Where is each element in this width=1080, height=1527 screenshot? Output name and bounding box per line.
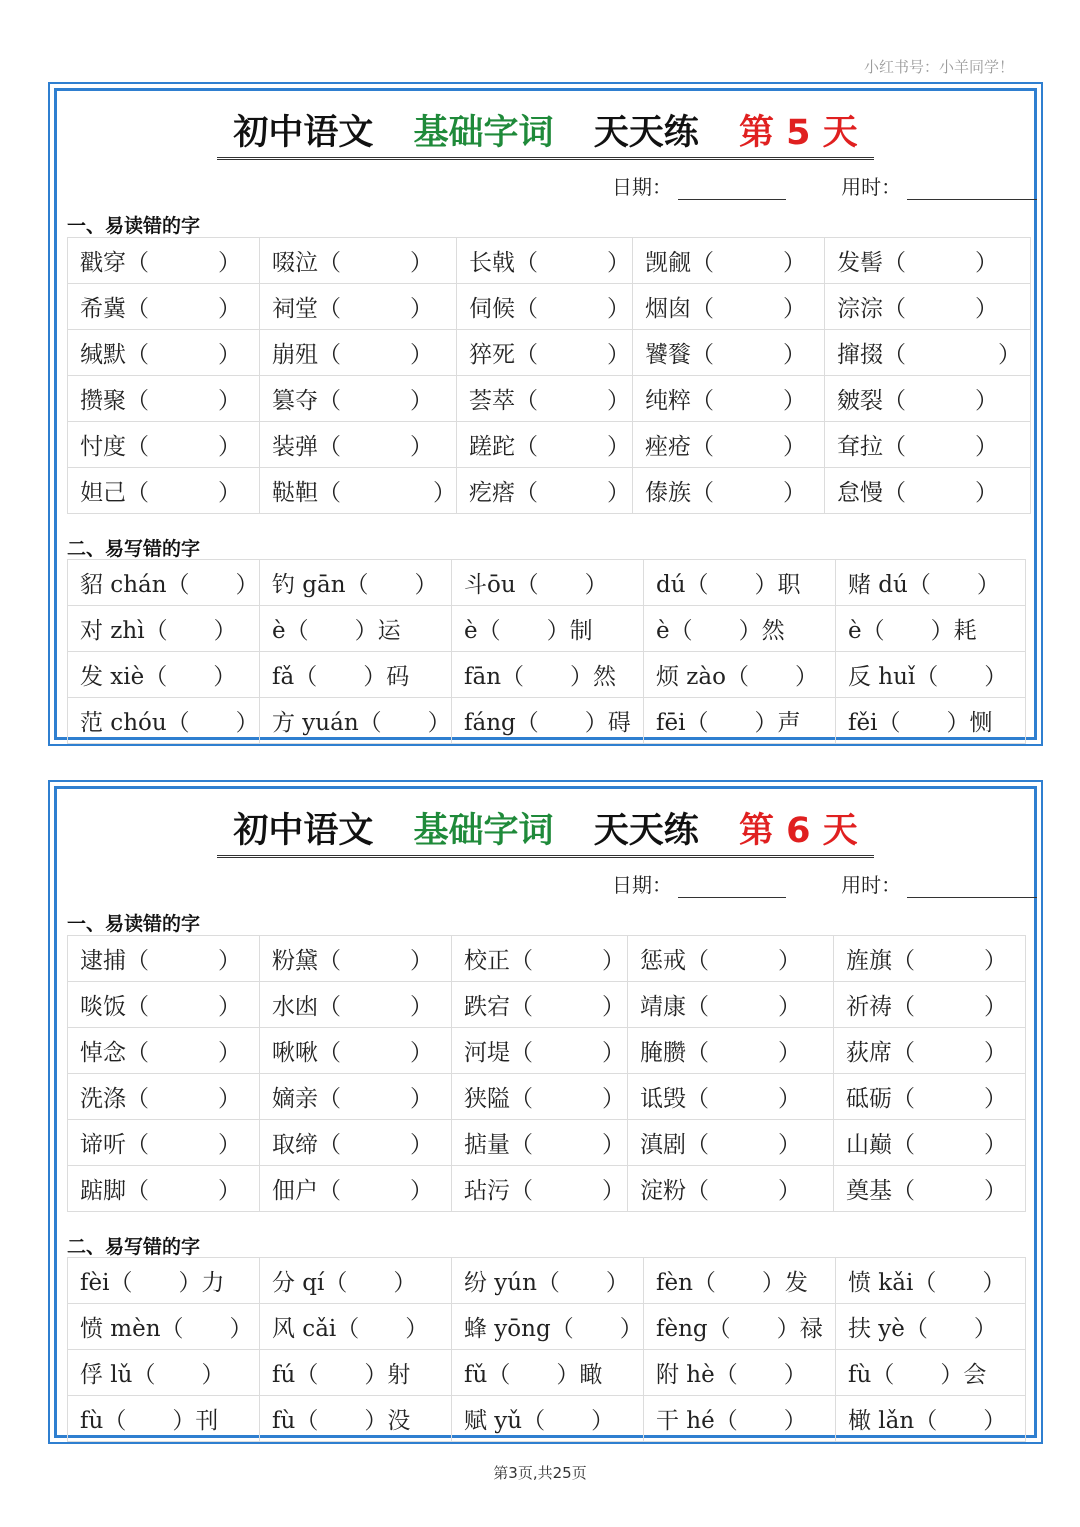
pinyin-question-cell[interactable]: 奠基（ ） bbox=[834, 1166, 1026, 1212]
character-question-cell[interactable]: fěi（ ）恻 bbox=[836, 698, 1026, 744]
pinyin-question-cell[interactable]: 惩戒（ ） bbox=[628, 936, 834, 982]
pinyin-question-cell[interactable]: 谛听（ ） bbox=[68, 1120, 260, 1166]
pinyin-question-cell[interactable]: 觊觎（ ） bbox=[633, 238, 825, 284]
character-question-cell[interactable]: 范 chóu（ ） bbox=[68, 698, 260, 744]
character-question-cell[interactable]: 貂 chán（ ） bbox=[68, 560, 260, 606]
character-question-cell[interactable]: 发 xiè（ ） bbox=[68, 652, 260, 698]
character-question-cell[interactable]: 附 hè（ ） bbox=[644, 1350, 836, 1396]
pinyin-question-cell[interactable]: 撺掇（ ） bbox=[825, 330, 1031, 376]
pinyin-question-cell[interactable]: 淀粉（ ） bbox=[628, 1166, 834, 1212]
pinyin-question-cell[interactable]: 饕餮（ ） bbox=[633, 330, 825, 376]
pinyin-question-cell[interactable]: 腌臜（ ） bbox=[628, 1028, 834, 1074]
character-question-cell[interactable]: fēi（ ）声 bbox=[644, 698, 836, 744]
pinyin-question-cell[interactable]: 掂量（ ） bbox=[452, 1120, 628, 1166]
pinyin-question-cell[interactable]: 耷拉（ ） bbox=[825, 422, 1031, 468]
section-heading-write: 二、易写错的字 bbox=[67, 1236, 201, 1258]
table-row bbox=[68, 330, 1031, 376]
pinyin-question-cell[interactable]: 荟萃（ ） bbox=[457, 376, 633, 422]
pinyin-question-cell[interactable]: 妲己（ ） bbox=[68, 468, 260, 514]
character-question-cell[interactable]: è（ ）耗 bbox=[836, 606, 1026, 652]
card-title bbox=[57, 105, 1034, 160]
table-row bbox=[68, 936, 1026, 982]
pinyin-question-cell[interactable]: 忖度（ ） bbox=[68, 422, 260, 468]
title-subject: 初中语文 bbox=[233, 113, 374, 153]
table-row bbox=[68, 1120, 1026, 1166]
pinyin-question-cell[interactable]: 啖饭（ ） bbox=[68, 982, 260, 1028]
table-row bbox=[68, 1350, 1026, 1396]
section-heading-read: 一、易读错的字 bbox=[67, 913, 201, 935]
character-question-cell[interactable]: 赌 dú（ ） bbox=[836, 560, 1026, 606]
section-heading-read: 一、易读错的字 bbox=[67, 215, 201, 237]
pinyin-question-cell[interactable]: 发髻（ ） bbox=[825, 238, 1031, 284]
character-question-cell[interactable]: dú（ ）职 bbox=[644, 560, 836, 606]
title-subject: 初中语文 bbox=[233, 811, 374, 851]
character-question-cell[interactable]: 反 huǐ（ ） bbox=[836, 652, 1026, 698]
table-row bbox=[68, 422, 1031, 468]
pinyin-question-cell[interactable]: 洗涤（ ） bbox=[68, 1074, 260, 1120]
write-table bbox=[67, 559, 1026, 744]
table-row bbox=[68, 982, 1026, 1028]
character-question-cell[interactable]: 分 qí（ ） bbox=[260, 1258, 452, 1304]
date-time-row bbox=[612, 171, 1037, 200]
pinyin-question-cell[interactable]: 痤疮（ ） bbox=[633, 422, 825, 468]
character-question-cell[interactable]: 钓 gān（ ） bbox=[260, 560, 452, 606]
character-question-cell[interactable]: 愤 kǎi（ ） bbox=[836, 1258, 1026, 1304]
character-question-cell[interactable]: 斗ōu（ ） bbox=[452, 560, 644, 606]
pinyin-question-cell[interactable]: 攒聚（ ） bbox=[68, 376, 260, 422]
character-question-cell[interactable]: 风 cǎi（ ） bbox=[260, 1304, 452, 1350]
time-blank[interactable] bbox=[907, 879, 1037, 898]
date-label: 日期： bbox=[612, 175, 672, 199]
pinyin-question-cell[interactable]: 怠慢（ ） bbox=[825, 468, 1031, 514]
character-question-cell[interactable]: fèi（ ）力 bbox=[68, 1258, 260, 1304]
pinyin-question-cell[interactable]: 靖康（ ） bbox=[628, 982, 834, 1028]
pinyin-question-cell[interactable]: 河堤（ ） bbox=[452, 1028, 628, 1074]
pinyin-question-cell[interactable]: 取缔（ ） bbox=[260, 1120, 452, 1166]
time-label: 用时： bbox=[841, 175, 902, 199]
character-question-cell[interactable]: 扶 yè（ ） bbox=[836, 1304, 1026, 1350]
table-row bbox=[68, 606, 1026, 652]
pinyin-question-cell[interactable]: 山巅（ ） bbox=[834, 1120, 1026, 1166]
pinyin-question-cell[interactable]: 诋毁（ ） bbox=[628, 1074, 834, 1120]
pinyin-question-cell[interactable]: 旌旗（ ） bbox=[834, 936, 1026, 982]
table-row bbox=[68, 560, 1026, 606]
table-row bbox=[68, 698, 1026, 744]
date-blank[interactable] bbox=[678, 879, 786, 898]
date-time-row bbox=[612, 869, 1037, 898]
title-practice: 天天练 bbox=[593, 811, 699, 851]
date-label: 日期： bbox=[612, 873, 672, 897]
table-row bbox=[68, 1396, 1026, 1442]
pinyin-question-cell[interactable]: 傣族（ ） bbox=[633, 468, 825, 514]
pinyin-question-cell[interactable]: 纯粹（ ） bbox=[633, 376, 825, 422]
pinyin-question-cell[interactable]: 祠堂（ ） bbox=[260, 284, 457, 330]
title-topic: 基础字词 bbox=[413, 811, 554, 851]
pinyin-question-cell[interactable]: 淙淙（ ） bbox=[825, 284, 1031, 330]
character-question-cell[interactable]: fān（ ）然 bbox=[452, 652, 644, 698]
pinyin-question-cell[interactable]: 砥砺（ ） bbox=[834, 1074, 1026, 1120]
exercise-card-day6 bbox=[48, 780, 1043, 1444]
pinyin-question-cell[interactable]: 装弹（ ） bbox=[260, 422, 457, 468]
pinyin-question-cell[interactable]: 烟囱（ ） bbox=[633, 284, 825, 330]
title-day: 第 5 天 bbox=[738, 113, 858, 153]
table-row bbox=[68, 1028, 1026, 1074]
character-question-cell[interactable]: fèn（ ）发 bbox=[644, 1258, 836, 1304]
section-heading-write: 二、易写错的字 bbox=[67, 538, 201, 560]
watermark: 小红书号：小羊同学！ bbox=[863, 58, 1014, 76]
pinyin-question-cell[interactable]: 祈祷（ ） bbox=[834, 982, 1026, 1028]
character-question-cell[interactable]: fǔ（ ）瞰 bbox=[452, 1350, 644, 1396]
pinyin-question-cell[interactable]: 伺候（ ） bbox=[457, 284, 633, 330]
pinyin-question-cell[interactable]: 嫡亲（ ） bbox=[260, 1074, 452, 1120]
page-number: 第3页,共25页 bbox=[493, 1464, 587, 1482]
write-table bbox=[67, 1257, 1026, 1442]
table-row bbox=[68, 1166, 1026, 1212]
pinyin-question-cell[interactable]: 鞑靼（ ） bbox=[260, 468, 457, 514]
character-question-cell[interactable]: fú（ ）射 bbox=[260, 1350, 452, 1396]
pinyin-question-cell[interactable]: 狭隘（ ） bbox=[452, 1074, 628, 1120]
character-question-cell[interactable]: fù（ ）刊 bbox=[68, 1396, 260, 1442]
character-question-cell[interactable]: 纷 yún（ ） bbox=[452, 1258, 644, 1304]
pinyin-question-cell[interactable]: 逮捕（ ） bbox=[68, 936, 260, 982]
pinyin-question-cell[interactable]: 皴裂（ ） bbox=[825, 376, 1031, 422]
character-question-cell[interactable]: 对 zhì（ ） bbox=[68, 606, 260, 652]
character-question-cell[interactable]: 干 hé（ ） bbox=[644, 1396, 836, 1442]
pinyin-question-cell[interactable]: 水凼（ ） bbox=[260, 982, 452, 1028]
pinyin-question-cell[interactable]: 滇剧（ ） bbox=[628, 1120, 834, 1166]
time-blank[interactable] bbox=[907, 181, 1037, 200]
pinyin-question-cell[interactable]: 戳穿（ ） bbox=[68, 238, 260, 284]
pinyin-question-cell[interactable]: 猝死（ ） bbox=[457, 330, 633, 376]
pinyin-question-cell[interactable]: 粉黛（ ） bbox=[260, 936, 452, 982]
pinyin-question-cell[interactable]: 篡夺（ ） bbox=[260, 376, 457, 422]
pinyin-question-cell[interactable]: 悼念（ ） bbox=[68, 1028, 260, 1074]
pinyin-question-cell[interactable]: 疙瘩（ ） bbox=[457, 468, 633, 514]
pinyin-question-cell[interactable]: 啜泣（ ） bbox=[260, 238, 457, 284]
pinyin-question-cell[interactable]: 希冀（ ） bbox=[68, 284, 260, 330]
character-question-cell[interactable]: fèng（ ）禄 bbox=[644, 1304, 836, 1350]
character-question-cell[interactable]: 蜂 yōng（ ） bbox=[452, 1304, 644, 1350]
character-question-cell[interactable]: è（ ）然 bbox=[644, 606, 836, 652]
pinyin-question-cell[interactable]: 缄默（ ） bbox=[68, 330, 260, 376]
table-row bbox=[68, 468, 1031, 514]
pinyin-question-cell[interactable]: 踮脚（ ） bbox=[68, 1166, 260, 1212]
table-row bbox=[68, 1074, 1026, 1120]
character-question-cell[interactable]: 烦 zào（ ） bbox=[644, 652, 836, 698]
pinyin-question-cell[interactable]: 跌宕（ ） bbox=[452, 982, 628, 1028]
character-question-cell[interactable]: 赋 yǔ（ ） bbox=[452, 1396, 644, 1442]
card-title bbox=[57, 803, 1034, 858]
character-question-cell[interactable]: 愤 mèn（ ） bbox=[68, 1304, 260, 1350]
character-question-cell[interactable]: fǎ（ ）码 bbox=[260, 652, 452, 698]
pinyin-question-cell[interactable]: 长戟（ ） bbox=[457, 238, 633, 284]
table-row bbox=[68, 652, 1026, 698]
read-table bbox=[67, 237, 1031, 514]
character-question-cell[interactable]: 橄 lǎn（ ） bbox=[836, 1396, 1026, 1442]
pinyin-question-cell[interactable]: 崩殂（ ） bbox=[260, 330, 457, 376]
table-row bbox=[68, 1258, 1026, 1304]
character-question-cell[interactable]: 方 yuán（ ） bbox=[260, 698, 452, 744]
character-question-cell[interactable]: è（ ）制 bbox=[452, 606, 644, 652]
character-question-cell[interactable]: 俘 lǔ（ ） bbox=[68, 1350, 260, 1396]
pinyin-question-cell[interactable]: 佃户（ ） bbox=[260, 1166, 452, 1212]
pinyin-question-cell[interactable]: 校正（ ） bbox=[452, 936, 628, 982]
time-label: 用时： bbox=[841, 873, 902, 897]
title-topic: 基础字词 bbox=[413, 113, 554, 153]
date-blank[interactable] bbox=[678, 181, 786, 200]
table-row bbox=[68, 284, 1031, 330]
read-table bbox=[67, 935, 1026, 1212]
table-row bbox=[68, 376, 1031, 422]
character-question-cell[interactable]: è（ ）运 bbox=[260, 606, 452, 652]
pinyin-question-cell[interactable]: 啾啾（ ） bbox=[260, 1028, 452, 1074]
character-question-cell[interactable]: fáng（ ）碍 bbox=[452, 698, 644, 744]
character-question-cell[interactable]: fù（ ）会 bbox=[836, 1350, 1026, 1396]
pinyin-question-cell[interactable]: 玷污（ ） bbox=[452, 1166, 628, 1212]
table-row bbox=[68, 1304, 1026, 1350]
title-practice: 天天练 bbox=[593, 113, 699, 153]
character-question-cell[interactable]: fù（ ）没 bbox=[260, 1396, 452, 1442]
table-row bbox=[68, 238, 1031, 284]
title-day: 第 6 天 bbox=[738, 811, 858, 851]
pinyin-question-cell[interactable]: 蹉跎（ ） bbox=[457, 422, 633, 468]
exercise-card-day5 bbox=[48, 82, 1043, 746]
pinyin-question-cell[interactable]: 荻席（ ） bbox=[834, 1028, 1026, 1074]
